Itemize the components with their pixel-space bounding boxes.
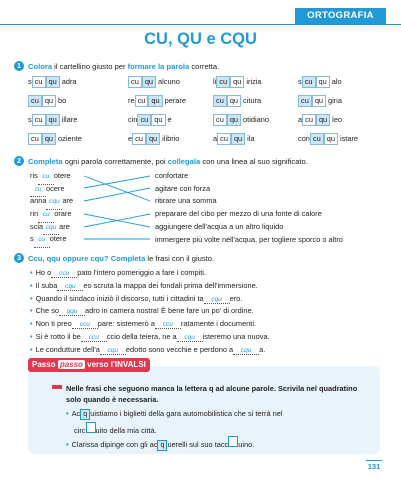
word-suffix: istare: [339, 134, 359, 143]
arrow-icon: [52, 385, 62, 389]
page-number: 131: [367, 462, 381, 471]
answer-blank[interactable]: cqu: [177, 334, 203, 342]
exercise-3-instruction: Ccu, qqu oppure cqu? Completa le frasi con il giusto.: [28, 254, 215, 263]
answer-blank[interactable]: ccu: [72, 321, 98, 329]
option-cu[interactable]: cu: [216, 76, 230, 88]
option-qu[interactable]: qu: [46, 76, 60, 88]
word-to-complete: rin cu orare: [30, 208, 73, 221]
option-qu[interactable]: qu: [227, 114, 241, 126]
bullet-icon: •: [30, 332, 33, 341]
bullet-icon: •: [30, 280, 33, 290]
word-suffix: alcuno: [158, 77, 180, 86]
answer-blank[interactable]: cu: [38, 209, 54, 223]
word-to-complete: cu ocere: [30, 183, 73, 196]
word-suffix: leo: [332, 115, 343, 124]
word-prefix: s: [28, 77, 32, 86]
answer-blank[interactable]: qqu: [59, 308, 85, 316]
option-cu[interactable]: cu: [132, 133, 146, 145]
connector-line: [84, 176, 150, 188]
word-suffix: illare: [61, 115, 78, 124]
word-prefix: re: [128, 96, 135, 105]
answer-blank[interactable]: cu: [30, 184, 46, 198]
word-suffix: oziente: [58, 134, 82, 143]
bullet-icon: •: [30, 268, 33, 277]
option-cu[interactable]: cu: [32, 76, 46, 88]
sentence-item: • Che so qqu adro in camera nostra! È bene fare un po' di ordine.: [30, 306, 254, 316]
bullet-icon: •: [30, 344, 33, 354]
invalsi-sentence-1-cont: circ uito della mia città.: [74, 422, 157, 435]
sentence-item: • Ho o ccu pato l'intero pomeriggio a fare i compiti.: [30, 268, 206, 277]
option-qu[interactable]: qu: [316, 114, 330, 126]
option-cu[interactable]: cu: [302, 114, 316, 126]
answer-blank[interactable]: cu: [38, 171, 54, 185]
word-to-complete: s cu otere: [30, 233, 73, 246]
option-qu[interactable]: qu: [142, 76, 156, 88]
option-cu[interactable]: cu: [32, 114, 46, 126]
answer-blank[interactable]: cqu: [57, 283, 83, 291]
meaning-item: aggiungere dell'acqua a un altro liquido: [155, 221, 284, 231]
option-cu[interactable]: cu: [217, 133, 231, 145]
answer-blank[interactable]: ccu: [51, 270, 77, 278]
option-qu[interactable]: qu: [46, 114, 60, 126]
answer-blank[interactable]: ccu: [81, 334, 107, 342]
option-cu[interactable]: cu: [213, 95, 227, 107]
section-tag: ORTOGRAFIA: [295, 8, 386, 24]
word-to-complete: scia cqu are: [30, 221, 73, 234]
option-qu[interactable]: qu: [324, 133, 338, 145]
word-suffix: ilibrio: [162, 134, 180, 143]
option-qu[interactable]: qu: [42, 133, 56, 145]
word-suffix: alo: [331, 77, 342, 86]
answer-blank[interactable]: cqu: [43, 222, 59, 236]
word-prefix: li: [213, 77, 217, 86]
invalsi-badge: Passo passo verso l'INVALSI: [28, 358, 150, 372]
word-suffix: e: [167, 115, 172, 124]
connector-line: [84, 176, 150, 201]
word-suffix: perare: [164, 96, 186, 105]
answer-blank[interactable]: cqu: [100, 347, 126, 355]
word-to-complete: ris cu otere: [30, 170, 73, 183]
word-prefix: e: [128, 134, 133, 143]
answer-blank[interactable]: ccu: [155, 321, 181, 329]
answer-box[interactable]: [86, 422, 96, 433]
meaning-item: preparare del cibo per mezzo di una fonte di calore: [155, 209, 322, 219]
word-prefix: a: [298, 115, 303, 124]
word-prefix: s: [298, 77, 302, 86]
sentence-item: • Quando il sindaco iniziò il discorso, tutti i cittadini ta cqu ero.: [30, 293, 243, 303]
exercise-2-instruction: Completa ogni parola correttamente, poi collegala con una linea al suo significato.: [28, 157, 308, 166]
option-cu[interactable]: cu: [28, 133, 42, 145]
option-cu[interactable]: cu: [28, 95, 42, 107]
invalsi-sentence-1: • Ac q uistiamo i biglietti della gara automobilistica che si terrà nel: [66, 409, 283, 418]
meaning-item: ritirare una somma: [155, 196, 217, 206]
option-cu[interactable]: cu: [310, 133, 324, 145]
sentence-item: • Si è rotto il be ccu ccio della teiera, ne a cqu isteremo una nuova.: [30, 332, 270, 341]
exercise-1-instruction: Colora il cartellino giusto per formare la parola corretta.: [28, 62, 220, 71]
answer-blank[interactable]: cqu: [233, 347, 259, 355]
answer-box[interactable]: q: [157, 440, 167, 451]
word-suffix: adra: [61, 77, 77, 86]
meaning-item: immergere più volte nell'acqua, per togliere sporco o altro: [155, 234, 343, 244]
answer-box[interactable]: [228, 436, 238, 447]
option-cu[interactable]: cu: [137, 114, 151, 126]
answer-blank[interactable]: cu: [34, 234, 50, 248]
word-suffix: ila: [247, 134, 255, 143]
option-qu[interactable]: qu: [312, 95, 326, 107]
sentence-item: • Non ti preo ccu pare: sistemerò a ccu ratamente i documenti.: [30, 319, 257, 329]
invalsi-instruction: Nelle frasi che seguono manca la lettera q ad alcune parole. Scrivila nel quadratino solo quando è necessaria.: [66, 384, 358, 404]
bullet-icon: •: [30, 319, 33, 329]
exercise-3-number: 3: [14, 253, 24, 263]
answer-blank[interactable]: cqu: [46, 196, 62, 210]
option-qu[interactable]: qu: [42, 95, 56, 107]
meaning-item: confortare: [155, 171, 189, 180]
option-qu[interactable]: qu: [151, 114, 165, 126]
meaning-item: agitare con forza: [155, 183, 211, 193]
word-prefix: cin: [128, 115, 138, 124]
exercise-1-number: 1: [14, 61, 24, 71]
option-qu[interactable]: qu: [148, 95, 162, 107]
word-prefix: a: [213, 134, 218, 143]
option-cu[interactable]: cu: [298, 95, 312, 107]
answer-box[interactable]: q: [80, 409, 90, 420]
word-suffix: otidiano: [243, 115, 269, 124]
option-cu[interactable]: cu: [135, 95, 149, 107]
word-suffix: gina: [328, 96, 343, 105]
page-title: CU, QU e CQU: [144, 30, 257, 48]
invalsi-sentence-2: • Clarissa dipinge con gli ac q uerelli sul suo tacc uino.: [66, 436, 254, 451]
option-qu[interactable]: qu: [316, 76, 330, 88]
exercise-2-number: 2: [14, 156, 24, 166]
option-qu[interactable]: qu: [230, 76, 244, 88]
bullet-icon: •: [30, 293, 33, 303]
option-cu[interactable]: cu: [302, 76, 316, 88]
word-prefix: s: [28, 115, 32, 124]
word-suffix: bo: [58, 96, 67, 105]
word-to-complete: anna cqu are: [30, 195, 73, 208]
sentence-item: • Il suba cqu eo scruta la mappa dei fondali prima dell'immersione.: [30, 280, 258, 290]
word-suffix: citura: [243, 96, 262, 105]
word-prefix: con: [298, 134, 310, 143]
word-suffix: irizia: [246, 77, 262, 86]
bullet-icon: •: [30, 306, 33, 316]
option-qu[interactable]: qu: [146, 133, 160, 145]
option-qu[interactable]: qu: [227, 95, 241, 107]
option-cu[interactable]: cu: [128, 76, 142, 88]
option-cu[interactable]: cu: [213, 114, 227, 126]
connector-line: [84, 188, 150, 201]
option-qu[interactable]: qu: [231, 133, 245, 145]
answer-blank[interactable]: cqu: [204, 296, 230, 304]
sentence-item: • Le condutture dell'a cqu edotto sono vecchie e perdono a cqu a.: [30, 344, 266, 354]
